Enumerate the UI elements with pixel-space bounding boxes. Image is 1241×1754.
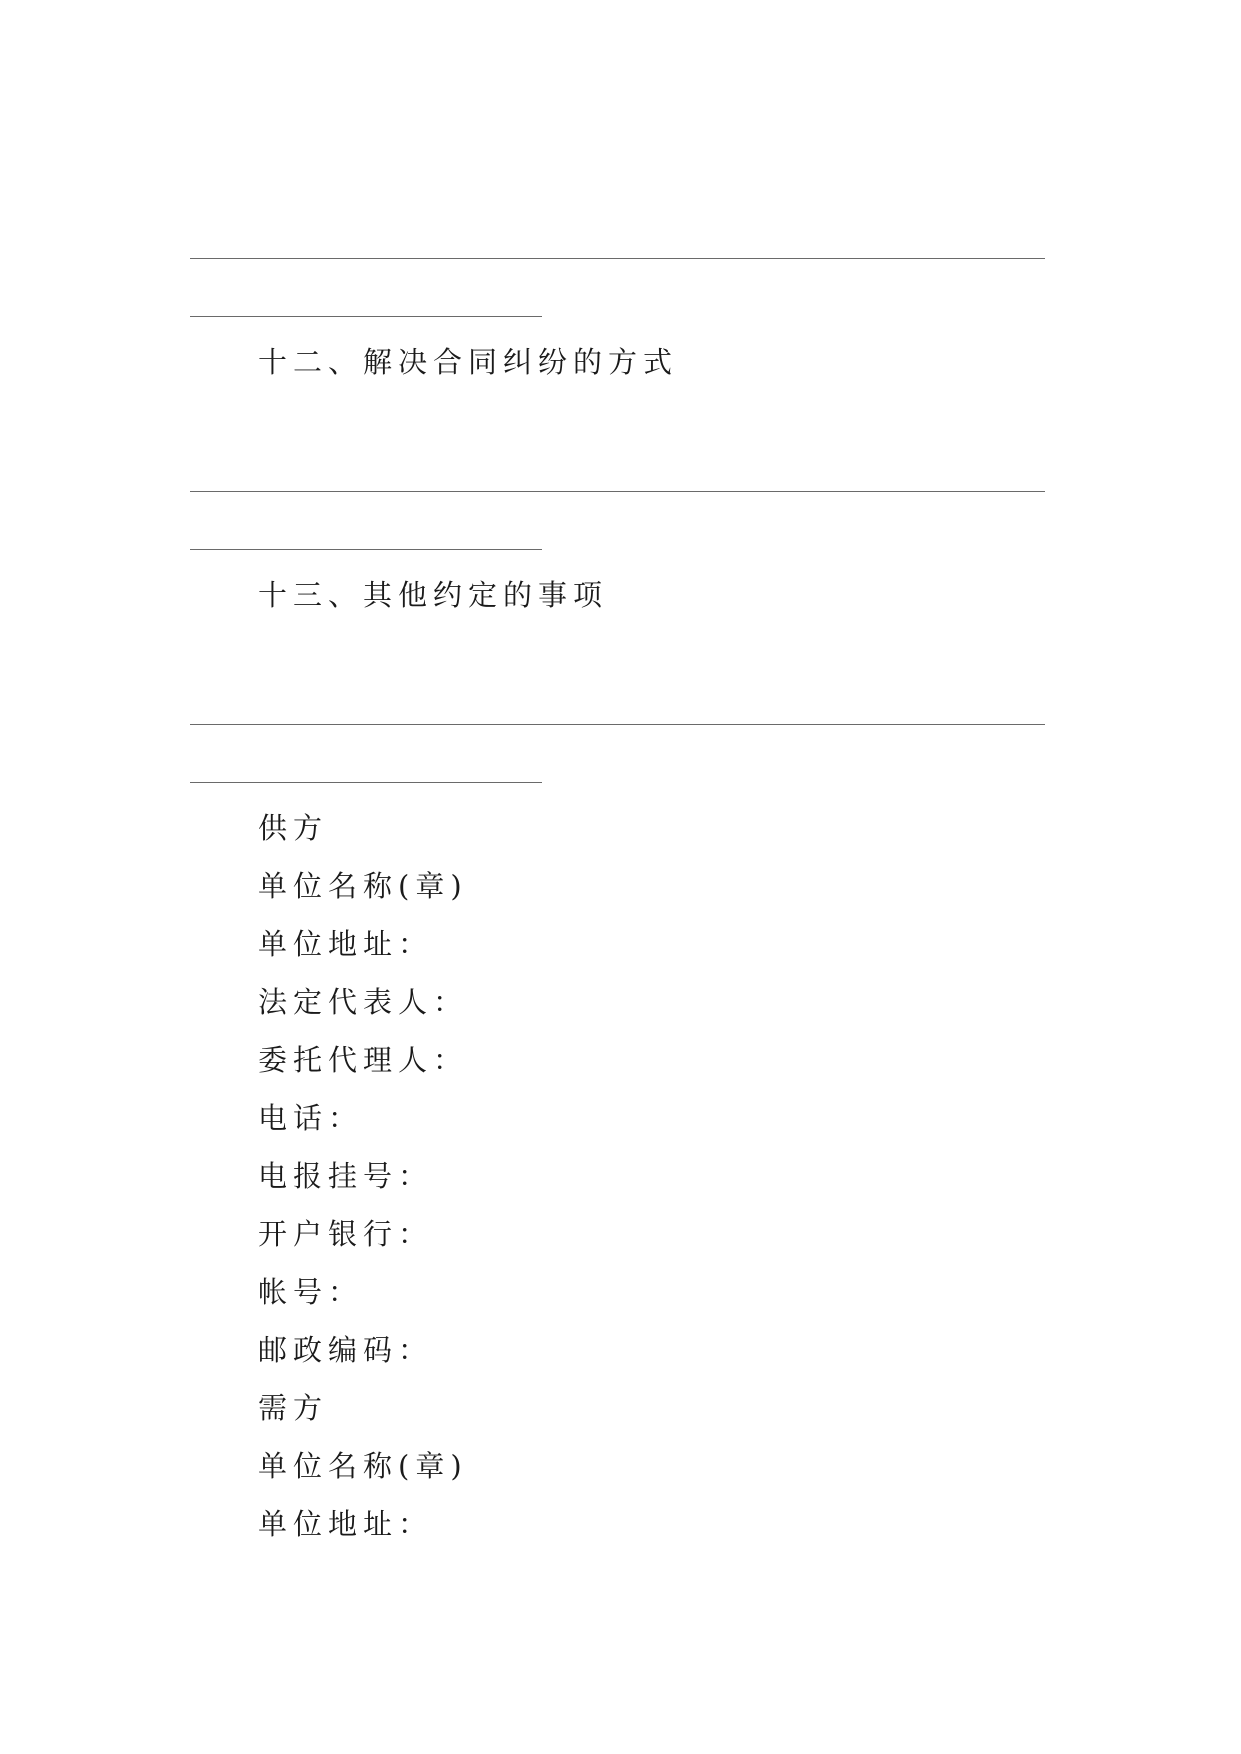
buyer-unit-name: 单位名称(章) bbox=[258, 1449, 468, 1483]
supplier-unit-address: 单位地址： bbox=[258, 927, 434, 961]
supplier-bank: 开户银行： bbox=[258, 1217, 434, 1251]
blank-line bbox=[190, 549, 542, 550]
section-heading-13: 十三、其他约定的事项 bbox=[258, 578, 609, 612]
blank-line bbox=[190, 316, 542, 317]
blank-line bbox=[190, 724, 1045, 725]
supplier-phone: 电话： bbox=[258, 1101, 364, 1135]
supplier-telegraph: 电报挂号： bbox=[258, 1159, 434, 1193]
blank-line bbox=[190, 258, 1045, 259]
buyer-unit-address: 单位地址： bbox=[258, 1507, 434, 1541]
supplier-account: 帐号： bbox=[258, 1275, 364, 1309]
supplier-postcode: 邮政编码： bbox=[258, 1333, 434, 1367]
supplier-authorized-agent: 委托代理人： bbox=[258, 1043, 469, 1077]
blank-line bbox=[190, 491, 1045, 492]
section-heading-12: 十二、解决合同纠纷的方式 bbox=[258, 345, 679, 379]
supplier-unit-name: 单位名称(章) bbox=[258, 869, 468, 903]
buyer-title: 需方 bbox=[258, 1391, 329, 1425]
supplier-title: 供方 bbox=[258, 811, 329, 845]
blank-line bbox=[190, 782, 542, 783]
supplier-legal-representative: 法定代表人： bbox=[258, 985, 469, 1019]
